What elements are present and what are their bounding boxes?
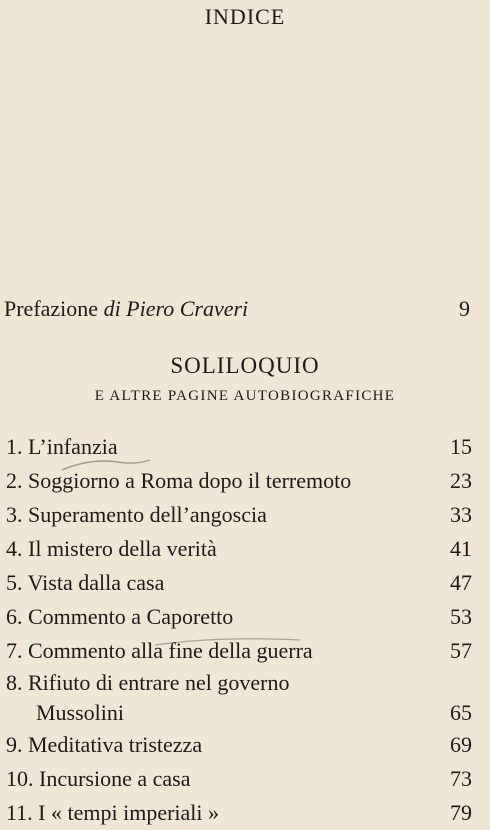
toc-entry bbox=[6, 498, 472, 532]
toc-entry-label: 9. Meditativa tristezza bbox=[6, 732, 203, 757]
toc-entry-page: 73 bbox=[450, 766, 472, 791]
toc-entry-label: 5. Vista dalla casa bbox=[6, 570, 165, 595]
toc-entry-page: 33 bbox=[450, 502, 472, 527]
toc-entry-page: 53 bbox=[450, 604, 472, 629]
toc-entry bbox=[6, 566, 472, 600]
toc-entry-label: 4. Il mistero della verità bbox=[6, 536, 217, 561]
toc-entry-label: 10. Incursione a casa bbox=[6, 766, 191, 791]
toc-entry bbox=[6, 430, 472, 464]
toc-entry bbox=[6, 464, 472, 498]
toc-entry-label: 3. Superamento dell’angoscia bbox=[6, 502, 267, 527]
toc-entry-label bbox=[6, 668, 289, 728]
table-of-contents bbox=[6, 430, 472, 830]
toc-entry bbox=[6, 600, 472, 634]
section-subtitle: E ALTRE PAGINE AUTOBIOGRAFICHE bbox=[94, 388, 396, 404]
toc-entry bbox=[6, 796, 472, 830]
toc-entry-label: 6. Commento a Caporetto bbox=[6, 604, 234, 629]
preface-label-group bbox=[4, 296, 248, 322]
toc-entry-page: 57 bbox=[450, 638, 472, 663]
toc-entry-page: 15 bbox=[450, 434, 472, 459]
section-title: SOLILOQUIO bbox=[170, 353, 320, 378]
index-title: INDICE bbox=[204, 4, 286, 29]
preface-entry bbox=[4, 296, 470, 322]
toc-entry-page: 47 bbox=[450, 570, 472, 595]
toc-entry-label: 1. L’infanzia bbox=[6, 434, 118, 459]
toc-entry bbox=[6, 728, 472, 762]
toc-entry-page: 41 bbox=[450, 536, 472, 561]
toc-entry-label-line1: 8. Rifiuto di entrare nel governo bbox=[6, 670, 290, 695]
preface-page-number: 9 bbox=[459, 296, 470, 321]
toc-entry-page: 69 bbox=[450, 732, 472, 757]
toc-entry-label: 7. Commento alla fine della guerra bbox=[6, 638, 313, 663]
toc-entry bbox=[6, 532, 472, 566]
toc-entry-page: 23 bbox=[450, 468, 472, 493]
preface-author: di Piero Craveri bbox=[103, 296, 249, 321]
toc-entry-label: 2. Soggiorno a Roma dopo il terremoto bbox=[6, 468, 352, 493]
toc-entry bbox=[6, 668, 472, 728]
toc-entry-page: 79 bbox=[450, 800, 472, 825]
toc-entry-label: 11. I « tempi imperiali » bbox=[6, 800, 220, 825]
toc-entry-label-line2: Mussolini bbox=[36, 700, 125, 725]
toc-entry bbox=[6, 762, 472, 796]
toc-entry bbox=[6, 634, 472, 668]
preface-label: Prefazione bbox=[4, 296, 99, 321]
toc-entry-page: 65 bbox=[450, 700, 472, 725]
